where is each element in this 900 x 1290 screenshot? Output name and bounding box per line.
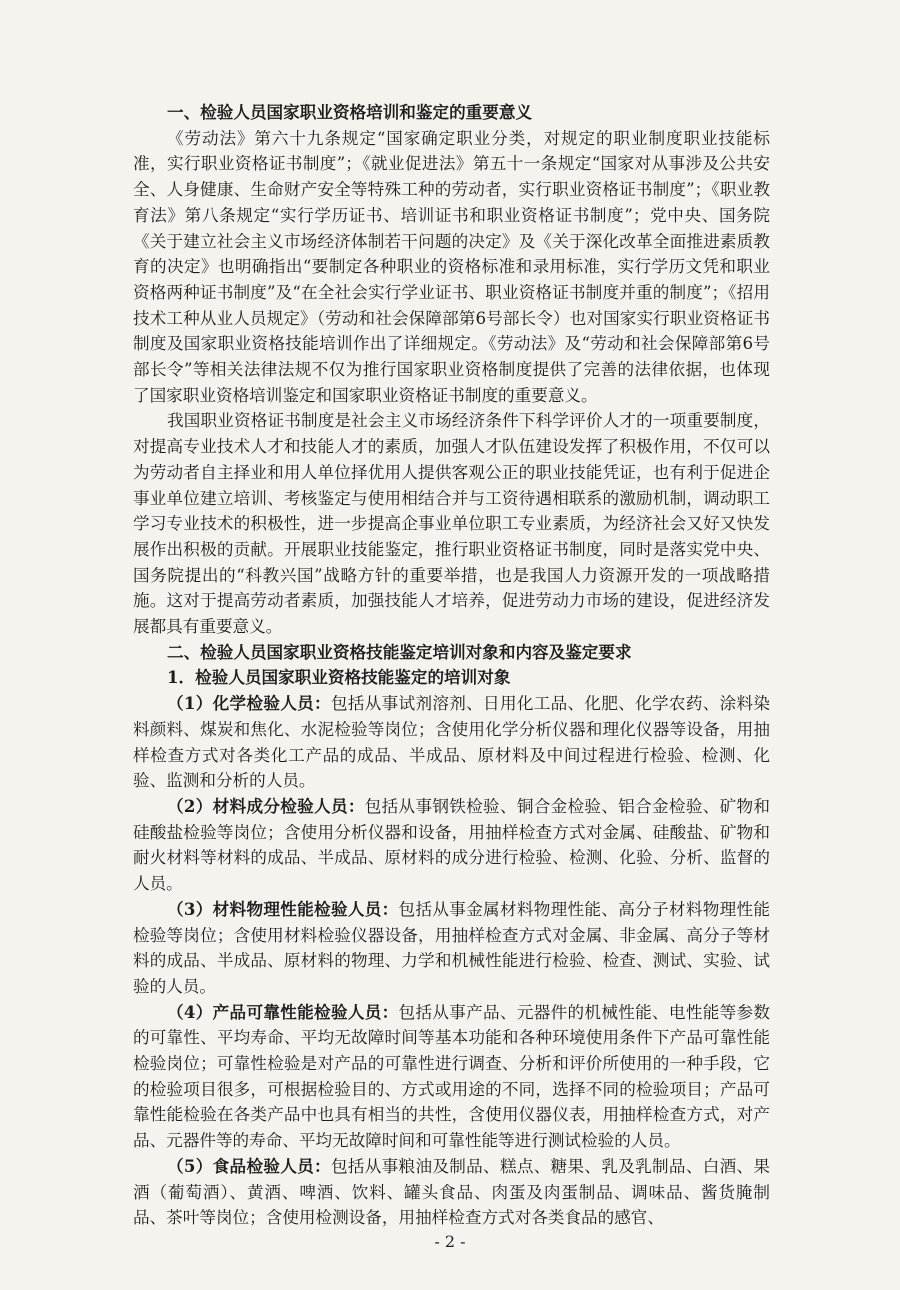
- paragraph-2: 我国职业资格证书制度是社会主义市场经济条件下科学评价人才的一项重要制度，对提高专业技术人才和技能人才的素质，加强人才队伍建设发挥了积极作用，不仅可以为劳动者自主择业和用人单位择优用人提供客观公正的职业技能凭证，也有利于促进企事业单位建立培训、考核鉴定与使用相结合并与工资待遇相联系的激励机制，调动职工学习专业技术的积极性，进一步提高企事业单位职工专业素质，为经济社会又好又快发展作出积极的贡献。开展职业技能鉴定，推行职业资格证书制度，同时是落实党中央、国务院提出的“科教兴国”战略方针的重要举措，也是我国人力资源开发的一项战略措施。这对于提高劳动者素质，加强技能人才培养，促进劳动力市场的建设，促进经济发展都具有重要意义。: [133, 411, 770, 637]
- paragraph-1: 《劳动法》第六十九条规定“国家确定职业分类，对规定的职业制度职业技能标准，实行职业资格证书制度”；《就业促进法》第五十一条规定“国家对从事涉及公共安全、人身健康、生命财产安全等特殊工种的劳动者，实行职业资格证书制度”；《职业教育法》第八条规定“实行学历证书、培训证书和职业资格证书制度”；党中央、国务院《关于建立社会主义市场经济体制若干问题的决定》及《关于深化改革全面推进素质教育的决定》也明确指出“要制定各种职业的资格标准和录用标准，实行学历文凭和职业资格两种证书制度”及“在全社会实行学业证书、职业资格证书制度并重的制度”；《招用技术工种从业人员规定》（劳动和社会保障部第6号部长令）也对国家实行职业资格证书制度及国家职业资格技能培训作出了详细规定。《劳动法》及“劳动和社会保障部第6号部长令”等相关法律法规不仅为推行国家职业资格制度提供了完善的法律依据，也体现了国家职业资格培训鉴定和国家职业资格证书制度的重要意义。: [133, 128, 770, 405]
- list-item-text: 包括从事金属材料物理性能、高分子材料物理性能检验等岗位；含使用材料检验仪器设备，用抽样检查方式对金属、非金属、高分子等材料的成品、半成品、原材料的物理、力学和机械性能进行检验、检查、测试、实验、试验的人员。: [133, 899, 771, 996]
- document-body: [133, 100, 770, 1231]
- list-item: [133, 1000, 770, 1154]
- list-item: [133, 897, 770, 1000]
- list-item: [133, 1154, 770, 1231]
- list-item-label: （2）材料成分检验人员：: [167, 795, 365, 816]
- list-item-text: 包括从事试剂溶剂、日用化工品、化肥、化学农药、涂料染料颜料、煤炭和焦化、水泥检验等岗位；含使用化学分析仪器和理化仪器等设备，用抽样检查方式对各类化工产品的成品、半成品、原材料及中间过程进行检验、检测、化验、监测和分析的人员。: [133, 694, 771, 791]
- section-heading-2: 二、检验人员国家职业资格技能鉴定培训对象和内容及鉴定要求: [167, 641, 632, 662]
- page-number: - 2 -: [434, 1232, 466, 1251]
- list-item-text: 包括从事产品、元器件的机械性能、电性能等参数的可靠性、平均寿命、平均无故障时间等基本功能和各种环境使用条件下产品可靠性能检验岗位；可靠性检验是对产品的可靠性进行调查、分析和评价所使用的一种手段，它的检验项目很多，可根据检验目的、方式或用途的不同，选择不同的检验项目；产品可靠性能检验在各类产品中也具有相当的共性，含使用仪器仪表，用抽样检查方式，对产品、元器件等的寿命、平均无故障时间和可靠性能等进行测试检验的人员。: [133, 1002, 771, 1151]
- list-item: [133, 794, 770, 897]
- list-item-text: 包括从事粮油及制品、糕点、糖果、乳及乳制品、白酒、果酒（葡萄酒）、黄酒、啤酒、饮料、罐头食品、肉蛋及肉蛋制品、调味品、酱货腌制品、茶叶等岗位；含使用检测设备，用抽样检查方式对各类食品的感官、: [133, 1156, 771, 1228]
- list-item-text: 包括从事钢铁检验、铜合金检验、铝合金检验、矿物和硅酸盐检验等岗位；含使用分析仪器和设备，用抽样检查方式对金属、硅酸盐、矿物和耐火材料等材料的成品、半成品、原材料的成分进行检验、检测、化验、分析、监督的人员。: [133, 796, 771, 894]
- subsection-heading: 1．检验人员国家职业资格技能鉴定的培训对象: [167, 667, 511, 688]
- list-item: [133, 691, 770, 794]
- list-item-label: （4）产品可靠性能检验人员：: [167, 1001, 399, 1022]
- list-item-label: （5）食品检验人员：: [167, 1155, 331, 1176]
- section-heading-1: 一、检验人员国家职业资格培训和鉴定的重要意义: [167, 102, 533, 122]
- list-item-label: （1）化学检验人员：: [167, 693, 331, 714]
- list-item-label: （3）材料物理性能检验人员：: [167, 898, 399, 919]
